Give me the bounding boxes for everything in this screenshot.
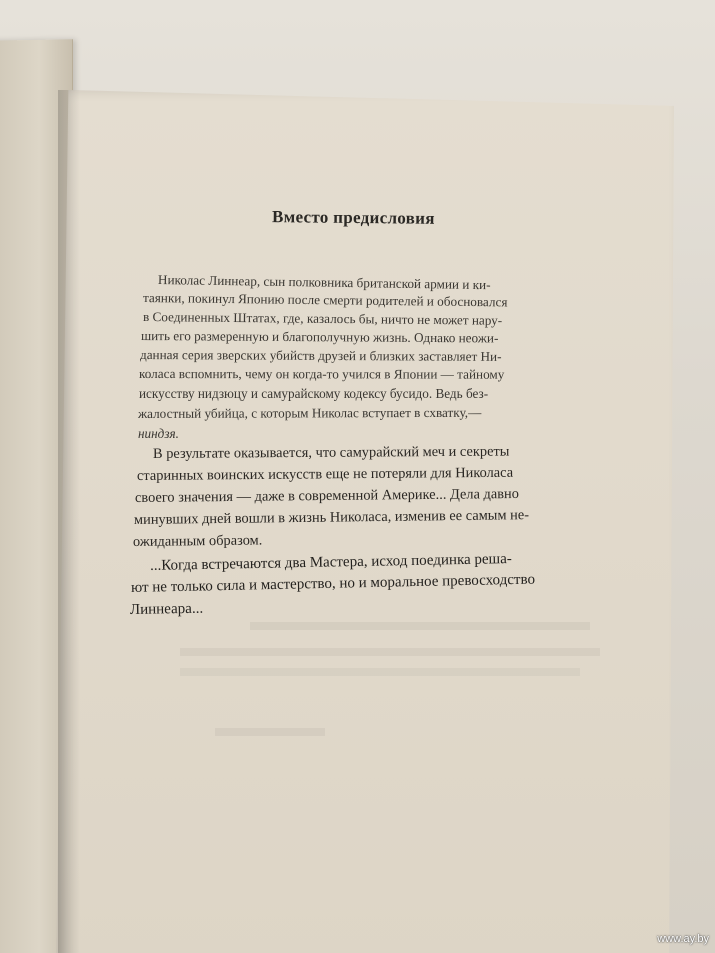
text-line: данная серия зверских убийств друзей и близких заставляет Ни- <box>139 347 502 364</box>
text-line: Николас Линнеар, сын полковника британской армии и ки- <box>157 272 491 293</box>
text-line: коласа вспомнить, чему он когда-то учился в Японии — тайному <box>138 366 505 382</box>
text-line: таянки, покинул Японию после смерти родителей и обосновался <box>142 290 508 310</box>
watermark: www.ay.by <box>657 933 709 945</box>
gutter-shadow <box>58 90 80 953</box>
text-line: жалостный убийца, с которым Николас вступает в схватку,— <box>137 404 482 421</box>
text-line: Линнеара... <box>129 600 204 618</box>
text-line: шить его размеренную и благополучную жизнь. Однако неожи- <box>140 328 499 346</box>
text-line: ниндзя. <box>138 426 179 441</box>
text-line: ют не только сила и мастерство, но и моральное превосходство <box>130 571 536 596</box>
page-heading: Вместо предисловия <box>271 207 435 228</box>
bleed-through-mark <box>180 668 580 676</box>
text-line: старинных воинских искусств еще не потеряли для Николаса <box>136 464 514 484</box>
text-line: В результате оказывается, что самурайский меч и секреты <box>152 443 510 462</box>
text-line: в Соединенных Штатах, где, казалось бы, ничто не может нару- <box>142 309 503 328</box>
bleed-through-mark <box>180 648 600 656</box>
text-line: искусству нидзюцу и самурайскому кодексу бусидо. Ведь без- <box>139 386 489 401</box>
bleed-through-mark <box>250 622 590 630</box>
bleed-through-mark <box>215 728 325 736</box>
text-line: ожиданным образом. <box>132 532 263 550</box>
text-line: ...Когда встречаются два Мастера, исход поединка реша- <box>149 551 512 574</box>
text-line: своего значения — даже в современной Америке... Дела давно <box>134 485 519 506</box>
text-line: минувших дней вошли в жизнь Николаса, изменив ее самым не- <box>133 507 530 528</box>
